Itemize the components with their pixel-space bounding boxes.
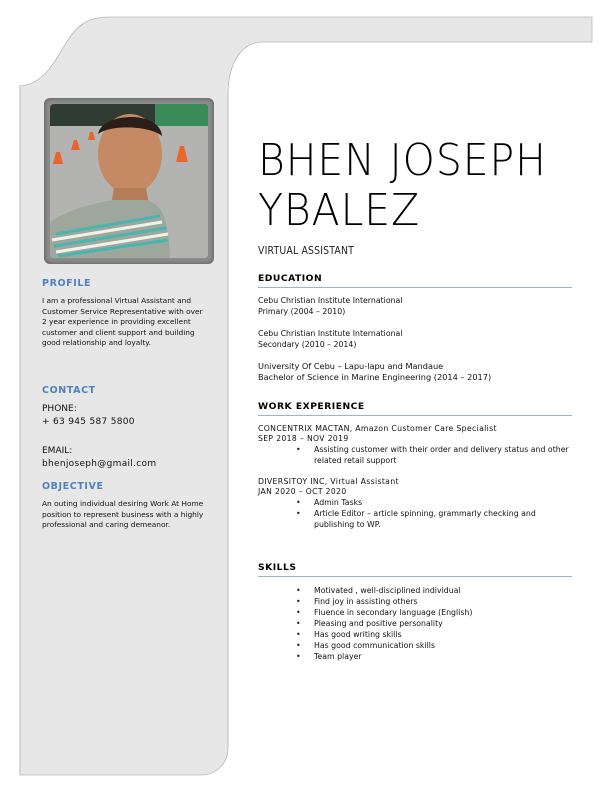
school-detail: Secondary (2010 – 2014) [258,340,357,349]
job-entry [258,476,572,530]
skill-item: • Pleasing and positive personality [314,618,572,629]
skill-item: • Find joy in assisting others [314,596,572,607]
profile-section [42,278,218,349]
objective-text: An outing individual desiring Work At Home position to represent business with a highly professional and caring demeanor. [42,498,204,530]
duty-item: • Article Editor – article spinning, grammarly checking and publishing to WP. [314,508,572,530]
school-name: Cebu Christian Institute International [258,329,403,338]
job-duties [258,444,572,466]
job-role: VIRTUAL ASSISTANT [258,244,355,257]
education-item [258,328,572,350]
sidebar [42,278,218,531]
education-item [258,295,572,317]
phone-label: PHONE: [42,403,77,414]
education-section [258,273,572,383]
contact-section [42,385,218,471]
school-name: University Of Cebu – Lapu-lapu and Mandaue [258,361,444,371]
job-dates: SEP 2018 – NOV 2019 [258,434,349,443]
job-title: DIVERSITOY INC, Virtual Assistant [258,477,399,486]
skills-section [258,562,572,662]
education-item [258,361,572,383]
skill-item: • Has good writing skills [314,629,572,640]
profile-text: I am a professional Virtual Assistant and Customer Service Representative with over 2 year experience in providing excellent customer and client support and building good relationship and loyalty. [42,296,203,348]
skill-item: • Team player [314,651,572,662]
school-detail: Bachelor of Science in Marine Engineering (2014 – 2017) [258,372,492,382]
skills-list [258,585,572,662]
email-value[interactable]: bhenjoseph@gmail.com [42,458,157,469]
duty-item: • Assisting customer with their order and delivery status and other related retail support [314,444,572,466]
profile-photo [50,104,208,258]
education-heading: EDUCATION [258,273,572,288]
work-experience-section [258,401,572,530]
skill-item: • Motivated , well-disciplined individual [314,585,572,596]
work-experience-heading: WORK EXPERIENCE [258,401,572,416]
skills-heading: SKILLS [258,562,572,577]
name-line-2: YBALEZ [258,185,421,236]
phone-value: + 63 945 587 5800 [42,416,135,427]
profile-heading: PROFILE [42,278,92,289]
skill-item: • Fluence in secondary language (English) [314,607,572,618]
job-entry [258,423,572,466]
skill-item: • Has good communication skills [314,640,572,651]
portrait-image [50,104,208,258]
profile-photo-frame [44,98,214,264]
job-dates: JAN 2020 – OCT 2020 [258,487,347,496]
name-line-1: BHEN JOSEPH [258,135,547,186]
objective-heading: OBJECTIVE [42,480,104,492]
objective-section [42,481,218,531]
job-title: CONCENTRIX MACTAN, Amazon Customer Care Specialist [258,424,497,433]
email-label: EMAIL: [42,445,73,456]
job-duties [258,497,572,530]
duty-item: • Admin Tasks [314,497,572,508]
school-name: Cebu Christian Institute International [258,296,403,305]
main-content [258,136,572,662]
contact-heading: CONTACT [42,384,96,396]
school-detail: Primary (2004 – 2010) [258,307,346,316]
